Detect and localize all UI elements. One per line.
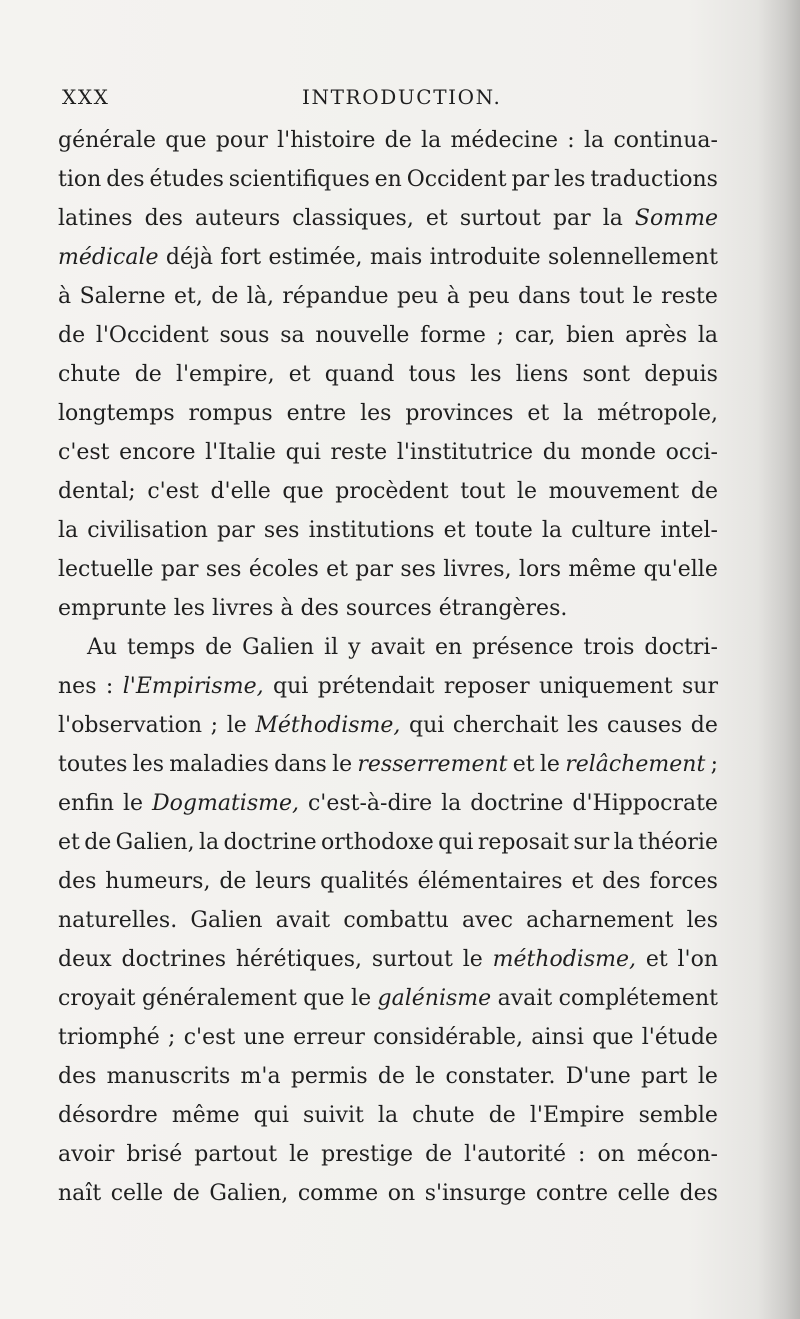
text-word: contre bbox=[535, 1181, 608, 1206]
text-word: scientifiques bbox=[228, 167, 370, 192]
text-word: cherchait bbox=[452, 713, 559, 738]
text-word: le bbox=[289, 1142, 310, 1167]
text-word: là, bbox=[246, 284, 274, 309]
text-word: doctri- bbox=[644, 635, 718, 660]
text-word: nouvelle bbox=[315, 323, 410, 348]
text-word: celle bbox=[110, 1181, 164, 1206]
text-word: de bbox=[219, 869, 247, 894]
text-word: à bbox=[58, 284, 72, 309]
text-word: médicale bbox=[58, 245, 159, 270]
text-word: la bbox=[541, 518, 563, 543]
text-word: resserrement bbox=[357, 752, 508, 777]
text-word: la bbox=[441, 791, 462, 816]
text-line bbox=[58, 979, 718, 1018]
running-head: INTRODUCTION. bbox=[302, 85, 502, 109]
text-word: quand bbox=[324, 362, 395, 387]
text-word: maladies bbox=[169, 752, 269, 777]
text-word: sous bbox=[219, 323, 270, 348]
text-word: la bbox=[613, 830, 634, 855]
text-word: de bbox=[134, 362, 162, 387]
text-word: hérétiques, bbox=[235, 947, 362, 972]
text-word: même bbox=[568, 557, 637, 582]
text-line bbox=[58, 160, 718, 199]
text-word: estimée, bbox=[268, 245, 363, 270]
text-word: c'est bbox=[183, 1025, 236, 1050]
text-word: doctrine bbox=[223, 830, 317, 855]
text-word: s'insurge bbox=[424, 1181, 527, 1206]
text-word: le bbox=[122, 791, 144, 816]
text-word: du bbox=[542, 440, 571, 465]
text-line bbox=[58, 199, 718, 238]
text-word: peu bbox=[397, 284, 439, 309]
text-word: provinces bbox=[405, 401, 514, 426]
text-word: auteurs bbox=[195, 206, 281, 231]
text-word: reste bbox=[330, 440, 388, 465]
text-word: toute bbox=[474, 518, 533, 543]
text-word: la bbox=[602, 206, 623, 231]
text-line bbox=[58, 1174, 718, 1213]
text-word: une bbox=[243, 1025, 285, 1050]
text-word: l'étude bbox=[641, 1025, 718, 1050]
text-word: le bbox=[516, 479, 537, 504]
text-line bbox=[58, 862, 718, 901]
text-word: tout bbox=[460, 479, 506, 504]
text-word: de bbox=[205, 635, 233, 660]
text-word: que bbox=[592, 1025, 634, 1050]
text-word: dans bbox=[518, 284, 571, 309]
text-word: à bbox=[280, 596, 294, 621]
text-word: livres bbox=[212, 596, 274, 621]
text-word: que bbox=[282, 479, 324, 504]
text-word: combattu bbox=[343, 908, 449, 933]
text-word: qui bbox=[253, 1103, 289, 1128]
text-word: semble bbox=[638, 1103, 718, 1128]
text-word: triomphé bbox=[58, 1025, 160, 1050]
text-word: latines bbox=[58, 206, 133, 231]
text-word: méthodisme, bbox=[492, 947, 636, 972]
text-word: depuis bbox=[644, 362, 718, 387]
text-word: qui bbox=[273, 674, 309, 699]
text-word: le bbox=[539, 752, 560, 777]
text-word: d'elle bbox=[210, 479, 271, 504]
text-word: avait bbox=[370, 635, 426, 660]
text-word: les bbox=[554, 167, 586, 192]
text-word: et, bbox=[173, 284, 203, 309]
text-word: métropole, bbox=[597, 401, 718, 426]
text-word: dans bbox=[274, 752, 327, 777]
text-word: c'est bbox=[147, 479, 199, 504]
text-word: après bbox=[625, 323, 688, 348]
text-word: car, bbox=[514, 323, 556, 348]
text-word: le bbox=[462, 947, 483, 972]
text-word: le bbox=[415, 1064, 436, 1089]
text-word: reposer bbox=[443, 674, 530, 699]
text-word: de bbox=[377, 1064, 405, 1089]
text-word: Galien, bbox=[209, 1181, 289, 1206]
text-word: par bbox=[217, 518, 255, 543]
text-word: l'Occident bbox=[95, 323, 209, 348]
text-word: de bbox=[690, 713, 718, 738]
text-word: sources bbox=[345, 596, 432, 621]
text-word: et bbox=[425, 206, 448, 231]
text-word: présence bbox=[472, 635, 574, 660]
text-word: classiques, bbox=[292, 206, 414, 231]
text-word: sa bbox=[280, 323, 305, 348]
text-word: ; bbox=[210, 713, 219, 738]
text-word: relâchement bbox=[565, 752, 706, 777]
text-word: des bbox=[106, 167, 145, 192]
text-word: qualités bbox=[320, 869, 409, 894]
text-word: entre bbox=[286, 401, 347, 426]
text-word: par bbox=[355, 557, 393, 582]
text-word: les bbox=[360, 401, 392, 426]
text-word: reposait bbox=[477, 830, 569, 855]
text-line bbox=[58, 745, 718, 784]
text-word: chute bbox=[58, 362, 121, 387]
text-word: élémentaires bbox=[417, 869, 563, 894]
text-word: lectuelle bbox=[58, 557, 154, 582]
text-word: avec bbox=[462, 908, 513, 933]
text-line bbox=[58, 706, 718, 745]
text-word: les bbox=[173, 596, 206, 621]
text-word: le bbox=[332, 752, 353, 777]
text-word: longtemps bbox=[58, 401, 175, 426]
text-word: l'empire, bbox=[175, 362, 275, 387]
text-word: Occident bbox=[406, 167, 507, 192]
text-word: que bbox=[303, 986, 345, 1011]
text-word: emprunte bbox=[58, 596, 167, 621]
text-word: enfin bbox=[58, 791, 115, 816]
text-word: surtout bbox=[371, 947, 453, 972]
text-word: orthodoxe bbox=[321, 830, 434, 855]
text-word: la bbox=[421, 128, 442, 153]
text-word: par bbox=[511, 167, 550, 192]
text-word: étrangères. bbox=[438, 596, 568, 621]
text-word: solennellement bbox=[548, 245, 718, 270]
text-word: ainsi bbox=[531, 1025, 584, 1050]
text-word: des bbox=[58, 1064, 97, 1089]
text-word: ; bbox=[496, 323, 505, 348]
text-word: lors bbox=[518, 557, 562, 582]
text-word: uniquement bbox=[539, 674, 673, 699]
text-word: sur bbox=[573, 830, 610, 855]
text-word: l'Empire bbox=[529, 1103, 625, 1128]
text-word: et bbox=[571, 869, 594, 894]
text-word: : bbox=[578, 1142, 586, 1167]
text-word: ses bbox=[400, 557, 436, 582]
text-word: Galien, bbox=[115, 830, 195, 855]
text-word: encore bbox=[119, 440, 196, 465]
text-line bbox=[58, 511, 718, 550]
text-word: doctrine bbox=[470, 791, 564, 816]
text-line bbox=[58, 628, 718, 667]
text-word: mécon- bbox=[636, 1142, 718, 1167]
text-word: le bbox=[351, 986, 372, 1011]
text-word: ; bbox=[168, 1025, 176, 1050]
text-word: forces bbox=[649, 869, 718, 894]
text-word: mais bbox=[369, 245, 423, 270]
text-word: : bbox=[105, 674, 114, 699]
text-word: Galien bbox=[242, 635, 315, 660]
text-word: l'Empirisme, bbox=[122, 674, 264, 699]
text-word: causes bbox=[606, 713, 683, 738]
text-word: chute bbox=[412, 1103, 475, 1128]
text-word: monde bbox=[580, 440, 656, 465]
text-line bbox=[58, 433, 718, 472]
text-word: suivit bbox=[303, 1103, 364, 1128]
text-word: nes bbox=[58, 674, 97, 699]
page-number: XXX bbox=[62, 85, 110, 109]
text-word: rompus bbox=[188, 401, 273, 426]
text-word: considérable, bbox=[373, 1025, 524, 1050]
text-word: Salerne bbox=[79, 284, 166, 309]
text-word: la bbox=[198, 830, 220, 855]
text-word: la bbox=[563, 401, 584, 426]
text-line bbox=[58, 355, 718, 394]
text-word: des bbox=[602, 869, 641, 894]
text-word: l'histoire bbox=[277, 128, 376, 153]
text-word: les bbox=[567, 713, 599, 738]
text-word: surtout bbox=[459, 206, 541, 231]
text-word: et bbox=[58, 830, 80, 855]
text-word: mouvement bbox=[548, 479, 680, 504]
text-word: en bbox=[374, 167, 402, 192]
text-word: l'autorité bbox=[464, 1142, 567, 1167]
text-word: prétendait bbox=[317, 674, 435, 699]
text-word: l'Italie bbox=[205, 440, 276, 465]
text-word: acharnement bbox=[526, 908, 674, 933]
text-word: qui bbox=[438, 830, 474, 855]
text-word: le bbox=[632, 284, 653, 309]
text-line bbox=[58, 823, 718, 862]
text-line bbox=[58, 1135, 718, 1174]
text-word: les bbox=[132, 752, 165, 777]
text-word: tion bbox=[58, 167, 102, 192]
text-word: y bbox=[348, 635, 361, 660]
text-word: Dogmatisme, bbox=[152, 791, 299, 816]
text-word: ; bbox=[710, 752, 718, 777]
text-word: la bbox=[377, 1103, 399, 1128]
text-word: le bbox=[697, 1064, 718, 1089]
text-word: temps bbox=[127, 635, 196, 660]
text-word: avait bbox=[497, 986, 553, 1011]
text-word: études bbox=[149, 167, 224, 192]
text-word: que bbox=[165, 128, 207, 153]
text-word: galénisme bbox=[377, 986, 492, 1011]
text-line bbox=[58, 940, 718, 979]
text-line bbox=[58, 901, 718, 940]
text-word: de bbox=[58, 323, 86, 348]
text-word: traductions bbox=[590, 167, 718, 192]
text-word: livres, bbox=[443, 557, 512, 582]
text-word: de bbox=[690, 479, 718, 504]
text-word: générale bbox=[58, 128, 156, 153]
text-word: de bbox=[84, 830, 112, 855]
text-word: il bbox=[324, 635, 339, 660]
text-word: de bbox=[172, 1181, 200, 1206]
text-line bbox=[58, 238, 718, 277]
text-word: déjà bbox=[165, 245, 213, 270]
text-word: fort bbox=[220, 245, 262, 270]
text-word: des bbox=[58, 869, 97, 894]
text-word: de bbox=[425, 1142, 453, 1167]
text-line bbox=[58, 1018, 718, 1057]
text-word: l'institutrice bbox=[396, 440, 534, 465]
text-word: l'observation bbox=[58, 713, 203, 738]
text-word: bien bbox=[566, 323, 615, 348]
text-word: intel- bbox=[660, 518, 718, 543]
text-word: avoir bbox=[58, 1142, 115, 1167]
text-word: les bbox=[470, 362, 502, 387]
text-word: humeurs, bbox=[105, 869, 211, 894]
text-word: tous bbox=[408, 362, 457, 387]
text-word: qu'elle bbox=[643, 557, 718, 582]
text-word: trois bbox=[583, 635, 635, 660]
text-line bbox=[58, 667, 718, 706]
text-word: en bbox=[434, 635, 463, 660]
text-word: forme bbox=[420, 323, 486, 348]
text-line bbox=[58, 1096, 718, 1135]
text-word: Méthodisme, bbox=[255, 713, 401, 738]
text-word: dental; bbox=[58, 479, 136, 504]
text-word: brisé bbox=[126, 1142, 183, 1167]
text-word: procèdent bbox=[335, 479, 449, 504]
text-word: écoles bbox=[248, 557, 319, 582]
text-word: par bbox=[552, 206, 591, 231]
text-line bbox=[58, 1057, 718, 1096]
text-word: naturelles. bbox=[58, 908, 178, 933]
text-word: des bbox=[144, 206, 183, 231]
text-word: de bbox=[211, 284, 239, 309]
text-word: des bbox=[300, 596, 339, 621]
text-line bbox=[58, 784, 718, 823]
text-word: D'une bbox=[565, 1064, 631, 1089]
text-word: et bbox=[326, 557, 348, 582]
text-line bbox=[58, 472, 718, 511]
text-word: leurs bbox=[255, 869, 312, 894]
page-header bbox=[62, 81, 718, 113]
text-word: manuscrits bbox=[106, 1064, 231, 1089]
text-word: de bbox=[488, 1103, 516, 1128]
text-word: complétement bbox=[558, 986, 718, 1011]
text-word: des bbox=[679, 1181, 718, 1206]
text-word: généralement bbox=[141, 986, 297, 1011]
text-word: doctrines bbox=[121, 947, 227, 972]
text-word: celle bbox=[617, 1181, 670, 1206]
body-text bbox=[58, 121, 718, 1213]
text-word: les bbox=[686, 908, 718, 933]
text-word: qui bbox=[409, 713, 445, 738]
text-line bbox=[58, 589, 718, 628]
text-word: répandue bbox=[282, 284, 389, 309]
text-word: culture bbox=[571, 518, 652, 543]
text-word: occi- bbox=[665, 440, 718, 465]
text-word: m'a bbox=[240, 1064, 281, 1089]
text-word: c'est bbox=[58, 440, 110, 465]
text-word: qui bbox=[285, 440, 321, 465]
text-line bbox=[58, 394, 718, 433]
text-word: toutes bbox=[58, 752, 128, 777]
text-line bbox=[58, 277, 718, 316]
text-line bbox=[58, 121, 718, 160]
text-word: reste bbox=[661, 284, 718, 309]
text-word: partout bbox=[194, 1142, 278, 1167]
text-word: Galien bbox=[190, 908, 263, 933]
text-word: liens bbox=[515, 362, 569, 387]
text-word: croyait bbox=[58, 986, 136, 1011]
text-word: avait bbox=[275, 908, 331, 933]
text-word: tout bbox=[579, 284, 625, 309]
text-word: et bbox=[512, 752, 535, 777]
text-word: peu bbox=[468, 284, 510, 309]
text-word: sur bbox=[681, 674, 718, 699]
text-word: deux bbox=[58, 947, 112, 972]
text-word: naît bbox=[58, 1181, 102, 1206]
text-word: institutions bbox=[308, 518, 435, 543]
text-word: le bbox=[226, 713, 247, 738]
text-word: l'on bbox=[677, 947, 718, 972]
text-word: Somme bbox=[634, 206, 718, 231]
text-word: c'est-à-dire bbox=[307, 791, 433, 816]
text-word: pour bbox=[215, 128, 268, 153]
text-word: et bbox=[527, 401, 550, 426]
text-word: introduite bbox=[429, 245, 541, 270]
text-word: la bbox=[58, 518, 79, 543]
text-word: d'Hippocrate bbox=[572, 791, 718, 816]
text-word: on bbox=[387, 1181, 416, 1206]
text-word: médecine bbox=[450, 128, 559, 153]
text-word: prestige bbox=[321, 1142, 414, 1167]
text-word: ses bbox=[263, 518, 300, 543]
text-word: même bbox=[171, 1103, 240, 1128]
text-line bbox=[58, 316, 718, 355]
text-word: Au bbox=[87, 635, 118, 660]
text-word: part bbox=[641, 1064, 688, 1089]
text-word: ses bbox=[205, 557, 242, 582]
text-word: et bbox=[443, 518, 466, 543]
text-word: on bbox=[597, 1142, 625, 1167]
text-word: et bbox=[645, 947, 668, 972]
text-line bbox=[58, 550, 718, 589]
text-word: continua- bbox=[613, 128, 718, 153]
text-word: de bbox=[384, 128, 412, 153]
text-word: la bbox=[584, 128, 605, 153]
text-word: permis bbox=[290, 1064, 368, 1089]
text-word: sont bbox=[582, 362, 631, 387]
text-word: et bbox=[288, 362, 311, 387]
text-word: constater. bbox=[445, 1064, 556, 1089]
text-word: désordre bbox=[58, 1103, 158, 1128]
text-word: la bbox=[697, 323, 718, 348]
text-word: théorie bbox=[638, 830, 718, 855]
text-word: comme bbox=[297, 1181, 379, 1206]
text-word: civilisation bbox=[87, 518, 208, 543]
text-word: erreur bbox=[293, 1025, 365, 1050]
text-word: : bbox=[567, 128, 575, 153]
text-word: par bbox=[160, 557, 199, 582]
text-word: à bbox=[446, 284, 460, 309]
